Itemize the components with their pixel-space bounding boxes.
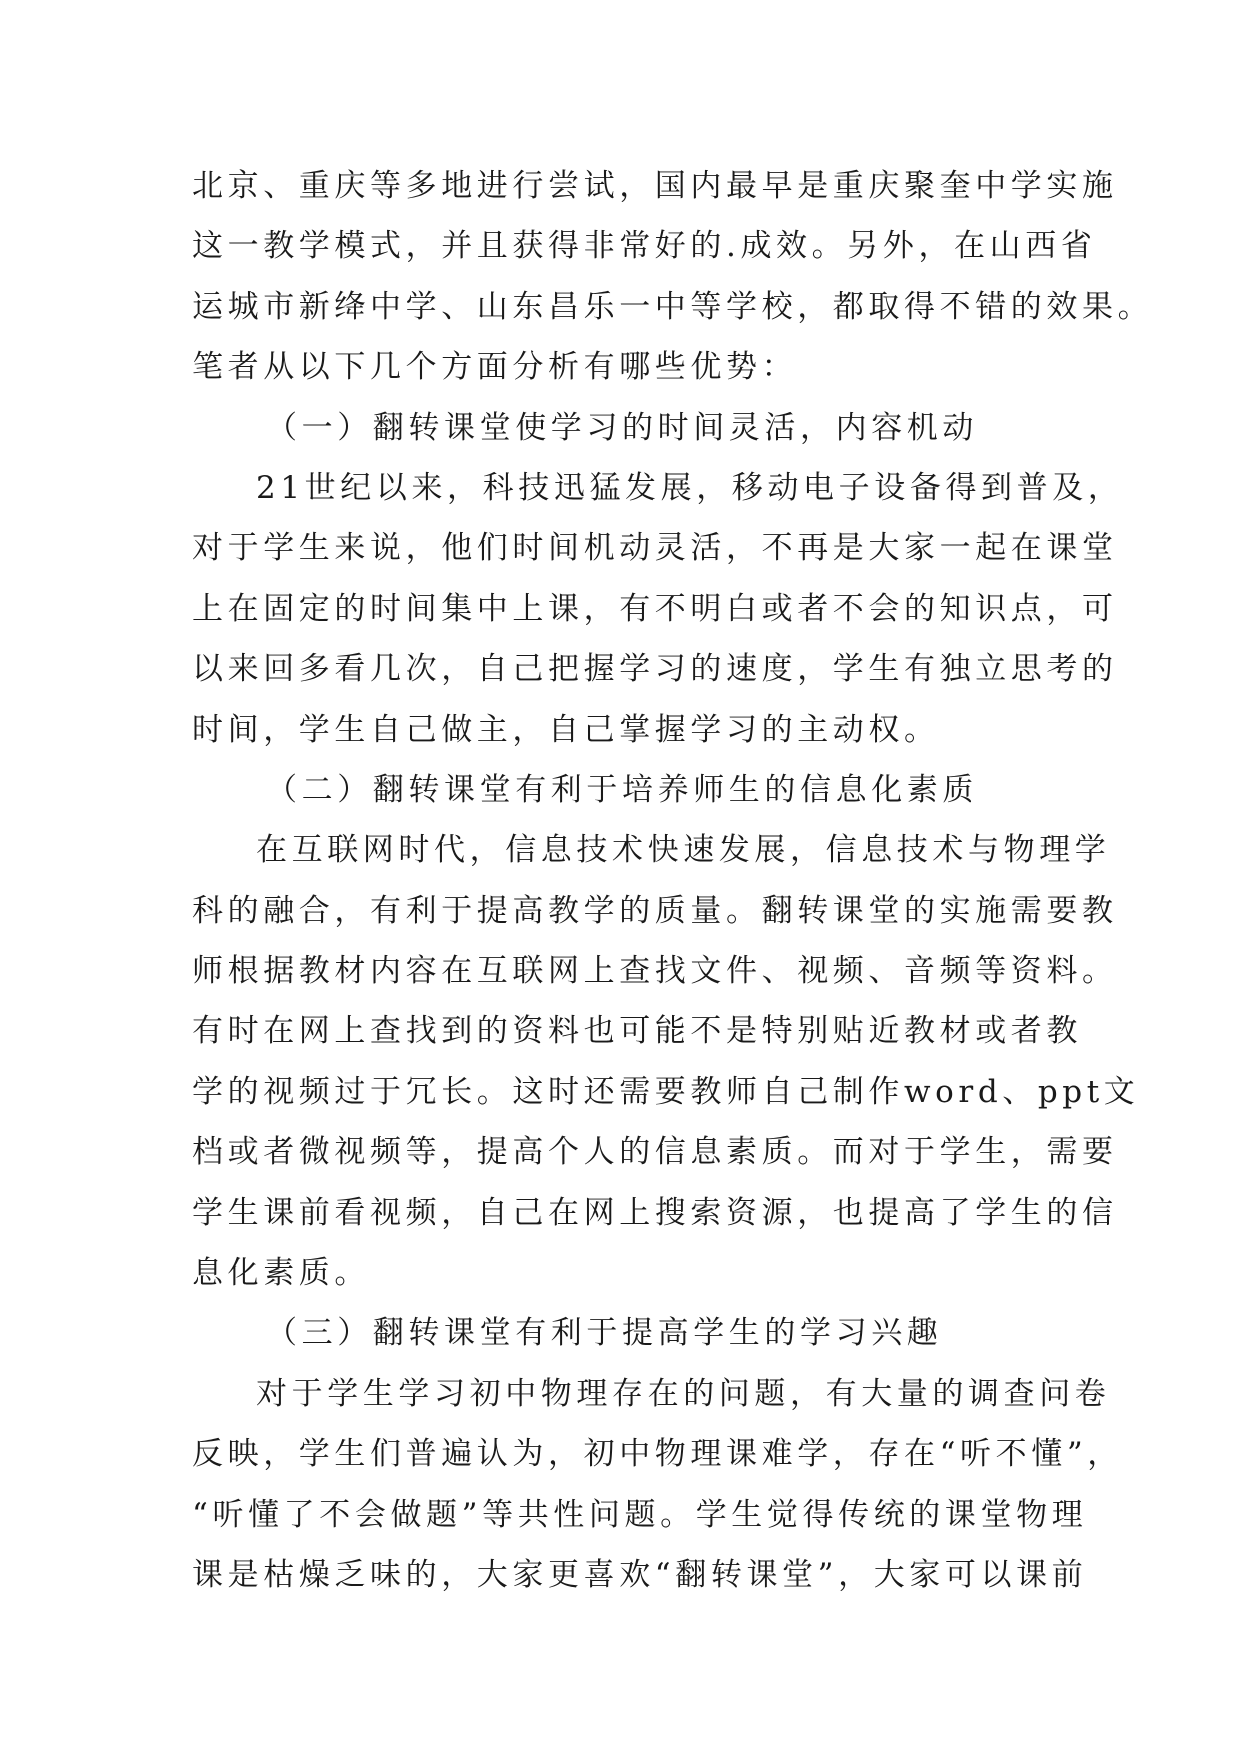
text-line: 反映，学生们普遍认为，初中物理课难学，存在“听不懂”， [192,1436,1123,1473]
text-line: 师根据教材内容在互联网上查找文件、视频、音频等资料。 [192,953,1118,990]
text-line: 北京、重庆等多地进行尝试，国内最早是重庆聚奎中学实施 [192,168,1118,204]
text-line: 这一教学模式，并且获得非常好的.成效。另外，在山西省 [192,228,1097,265]
section-heading: （三）翻转课堂有利于提高学生的学习兴趣 [266,1315,943,1352]
text-line: 课是枯燥乏味的，大家更喜欢“翻转课堂”，大家可以课前 [192,1556,1088,1593]
text-line: 对于学生学习初中物理存在的问题，有大量的调查问卷 [256,1375,1111,1412]
text-line: 以来回多看几次，自己把握学习的速度，学生有独立思考的 [192,651,1118,688]
text-line: 息化素质。 [192,1255,370,1292]
text-line: “听懂了不会做题”等共性问题。学生觉得传统的课堂物理 [192,1496,1088,1533]
text-line: 档或者微视频等，提高个人的信息素质。而对于学生，需要 [192,1134,1118,1171]
document-body [192,156,1154,1605]
text-line: 科的融合，有利于提高教学的质量。翻转课堂的实施需要教 [192,892,1118,929]
section-heading: （二）翻转课堂有利于培养师生的信息化素质 [266,771,978,808]
text-line: 时间，学生自己做主，自己掌握学习的主动权。 [192,711,940,748]
text-line: 学的视频过于冗长。这时还需要教师自己制作word、ppt文 [192,1073,1140,1110]
section-heading: （一）翻转课堂使学习的时间灵活，内容机动 [266,409,978,446]
text-line: 笔者从以下几个方面分析有哪些优势： [192,349,798,386]
text-line: 对于学生来说，他们时间机动灵活，不再是大家一起在课堂 [192,530,1118,567]
text-line: 上在固定的时间集中上课，有不明白或者不会的知识点，可 [192,590,1118,627]
text-line: 运城市新绛中学、山东昌乐一中等学校，都取得不错的效果。 [192,288,1154,325]
text-line: 有时在网上查找到的资料也可能不是特别贴近教材或者教 [192,1013,1082,1050]
text-line: 在互联网时代，信息技术快速发展，信息技术与物理学 [256,832,1111,869]
text-line: 21世纪以来，科技迅猛发展，移动电子设备得到普及， [256,469,1124,506]
text-line: 学生课前看视频，自己在网上搜索资源，也提高了学生的信 [192,1194,1118,1231]
